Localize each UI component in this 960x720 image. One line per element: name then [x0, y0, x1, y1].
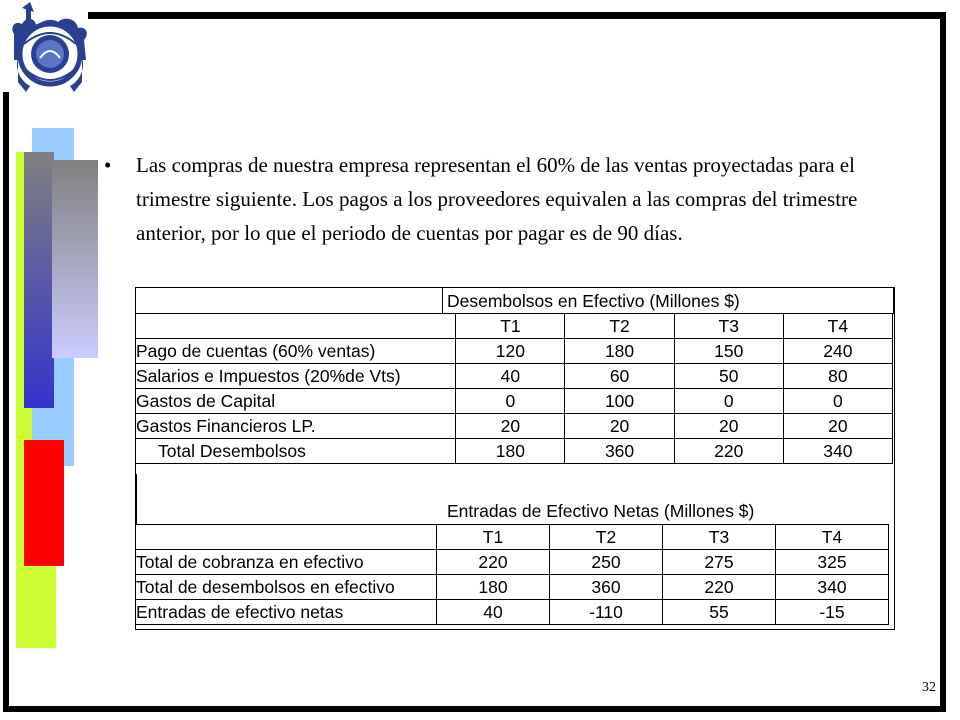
row-value-t1: 0: [456, 389, 565, 414]
row-value-t2: 100: [565, 389, 674, 414]
table-row: [136, 600, 889, 625]
bullet-text: Las compras de nuestra empresa representan el 60% de las ventas proyectadas para el trimestre siguiente. Los pagos a los proveedores equivalen a las compras del trimestre anterior, por lo que el periodo de cuentas por pagar es de 90 días.: [136, 153, 858, 245]
row-label: Entradas de efectivo netas: [136, 600, 437, 625]
table-header-row: [136, 314, 893, 339]
gridline-right-border: [893, 288, 894, 314]
row-value-t3: 20: [674, 414, 783, 439]
row-value-t2: 180: [565, 339, 674, 364]
header-cell-t3: T3: [663, 525, 776, 550]
gridline-left-gap: [136, 474, 137, 524]
table-total-row: [136, 439, 893, 464]
row-label: Gastos Financieros LP.: [136, 414, 456, 439]
row-value-t2: -110: [550, 600, 663, 625]
entradas-table: [135, 524, 889, 625]
row-value-t4: 0: [783, 389, 892, 414]
table-row: [136, 389, 893, 414]
header-cell-t4: T4: [783, 314, 892, 339]
table-row: [136, 364, 893, 389]
row-value-t4: 340: [776, 575, 889, 600]
bullet-paragraph: [104, 148, 894, 250]
deco-bar-blue-gradient: [24, 152, 54, 408]
row-label: Total Desembolsos: [136, 439, 456, 464]
header-cell-t2: T2: [565, 314, 674, 339]
row-value-t3: 220: [663, 575, 776, 600]
row-value-t3: 150: [674, 339, 783, 364]
row-value-t3: 0: [674, 389, 783, 414]
row-value-t1: 40: [437, 600, 550, 625]
header-label-cell: [136, 525, 437, 550]
page-number: 32: [922, 680, 936, 695]
desembolsos-table: [135, 313, 893, 464]
row-value-t4: 240: [783, 339, 892, 364]
table-row: [136, 414, 893, 439]
row-value-t1: 180: [456, 439, 565, 464]
row-value-t1: 220: [437, 550, 550, 575]
deco-bar-red: [24, 440, 64, 566]
deco-bar-lavender-gradient: [52, 160, 98, 358]
row-value-t2: 250: [550, 550, 663, 575]
header-cell-t1: T1: [456, 314, 565, 339]
table-row: [136, 339, 893, 364]
row-value-t4: 325: [776, 550, 889, 575]
row-label: Salarios e Impuestos (20%de Vts): [136, 364, 456, 389]
slide-frame-top: [88, 12, 946, 19]
row-value-t1: 20: [456, 414, 565, 439]
row-value-t2: 360: [550, 575, 663, 600]
table-row: [136, 575, 889, 600]
row-value-t3: 275: [663, 550, 776, 575]
slide-frame-left: [3, 92, 9, 712]
row-value-t2: 360: [565, 439, 674, 464]
row-value-t4: 80: [783, 364, 892, 389]
row-value-t2: 20: [565, 414, 674, 439]
row-label: Pago de cuentas (60% ventas): [136, 339, 456, 364]
header-cell-t4: T4: [776, 525, 889, 550]
spreadsheet-object: [135, 287, 895, 630]
header-cell-t2: T2: [550, 525, 663, 550]
header-label-cell: [136, 314, 456, 339]
row-value-t1: 40: [456, 364, 565, 389]
table-header-row: [136, 525, 889, 550]
row-value-t3: 220: [674, 439, 783, 464]
slide-frame-bottom: [3, 706, 946, 712]
desembolsos-title: Desembolsos en Efectivo (Millones $): [447, 291, 740, 311]
row-value-t1: 180: [437, 575, 550, 600]
gridline-col-label: [442, 288, 443, 314]
table-row: [136, 550, 889, 575]
institution-logo: [8, 0, 92, 96]
row-value-t2: 60: [565, 364, 674, 389]
header-cell-t3: T3: [674, 314, 783, 339]
row-value-t3: 50: [674, 364, 783, 389]
slide-frame-right: [940, 12, 946, 710]
entradas-title: Entradas de Efectivo Netas (Millones $): [447, 501, 755, 521]
row-label: Gastos de Capital: [136, 389, 456, 414]
row-label: Total de desembolsos en efectivo: [136, 575, 437, 600]
row-value-t1: 120: [456, 339, 565, 364]
header-cell-t1: T1: [437, 525, 550, 550]
row-value-t4: 340: [783, 439, 892, 464]
row-value-t3: 55: [663, 600, 776, 625]
row-value-t4: 20: [783, 414, 892, 439]
row-label: Total de cobranza en efectivo: [136, 550, 437, 575]
bullet-dot: •: [104, 153, 112, 177]
row-value-t4: -15: [776, 600, 889, 625]
